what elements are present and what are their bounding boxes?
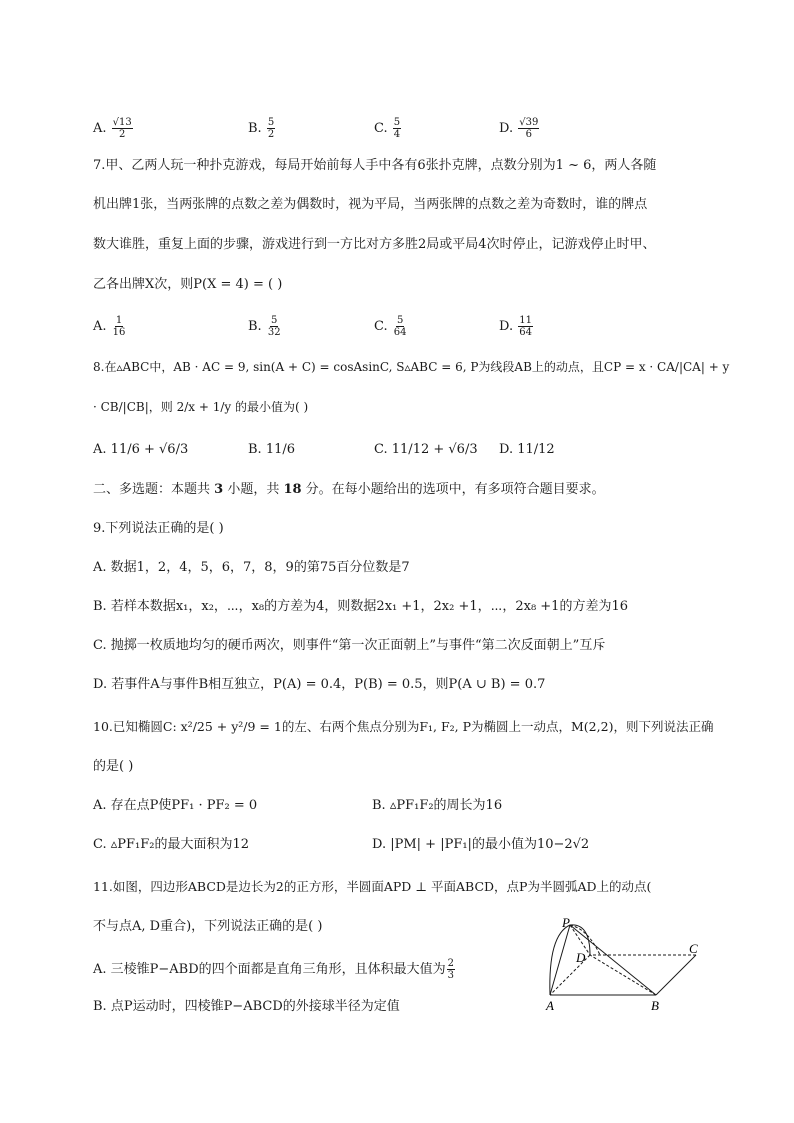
q8-option-c: C. 11/12 + √6/3	[374, 442, 478, 457]
q8-option-d: D. 11/12	[499, 442, 555, 457]
q6-option-c: C. $\frac{5}{4}$	[374, 117, 401, 140]
q9-option-d: D. 若事件A与事件B相互独立，P(A) = 0.4，P(B) = 0.5，则P(A ∪ B) = 0.7	[93, 677, 546, 692]
q7-stem-line-3: 数大谁胜，重复上面的步骤，游戏进行到一方比对方多胜2局或平局4次时停止，记游戏停止时甲、	[93, 237, 656, 252]
q10-option-d: D. |PM| + |PF₁|的最小值为10−2√2	[372, 837, 590, 852]
q9-option-b: B. 若样本数据x₁，x₂，⋯，x₈的方差为4，则数据2x₁ +1，2x₂ +1，⋯，2x₈ +1的方差为16	[93, 599, 628, 614]
q10-option-c: C. ▵PF₁F₂的最大面积为12	[93, 837, 250, 852]
label-p: P	[562, 915, 570, 930]
label-d: D	[576, 950, 586, 965]
q11-figure	[538, 915, 708, 1015]
q7-option-d: D. $\frac{11}{64}$	[499, 315, 532, 338]
q11-stem-line-1: 11.如图，四边形ABCD是边长为2的正方形，半圆面APD ⊥ 平面ABCD，点P为半圆弧AD上的动点(	[93, 879, 652, 894]
label-c: C	[689, 941, 698, 956]
q9-option-c: C. 抛掷一枚质地均匀的硬币两次，则事件“第一次正面朝上”与事件“第二次反面朝上”互斥	[93, 638, 606, 653]
q10-option-a: A. 存在点P使PF₁ · PF₂ = 0	[93, 798, 258, 813]
q8-option-b: B. 11/6	[248, 442, 296, 457]
q10-stem-line-2: 的是( )	[93, 759, 134, 774]
edge-bd	[590, 955, 656, 995]
edge-bc	[656, 955, 696, 995]
q11-stem-line-2: 不与点A, D重合)，下列说法正确的是( )	[93, 919, 323, 934]
q11-option-a: A. 三棱锥P−ABD的四个面都是直角三角形，且体积最大值为 $\frac{2}{3}$	[93, 958, 455, 981]
q8-stem-line-2: · CB/|CB|，则 2/x + 1/y 的最小值为( )	[93, 400, 309, 414]
section-2-heading: 二、多选题：本题共 3 小题，共 18 分。在每小题给出的选项中，有多项符合题目要求。	[93, 482, 605, 497]
label-a: A	[546, 998, 554, 1013]
q7-stem-line-2: 机出牌1张，当两张牌的点数之差为偶数时，视为平局，当两张牌的点数之差为奇数时，谁的牌点	[93, 197, 648, 212]
q7-stem-line-1: 7.甲、乙两人玩一种扑克游戏，每局开始前每人手中各有6张扑克牌，点数分别为1 ~ 6，两人各随	[93, 158, 657, 173]
q7-option-c: C. $\frac{5}{64}$	[374, 315, 407, 338]
q7-option-a: A. $\frac{1}{16}$	[93, 315, 126, 338]
q9-option-a: A. 数据1，2，4，5，6，7，8，9的第75百分位数是7	[93, 560, 410, 575]
q7-option-b: B. $\frac{5}{32}$	[248, 315, 281, 338]
q8-stem-line-1: 8.在▵ABC中，AB · AC = 9, sin(A + C) = cosAsinC, S▵ABC = 6, P为线段AB上的动点，且CP = x · CA/|CA| + y	[93, 360, 730, 374]
label-b: B	[651, 998, 659, 1013]
q6-option-d: D. $\frac{√39}{6}$	[499, 117, 539, 140]
q6-option-a: A. $\frac{√13}{2}$	[93, 117, 132, 140]
q11-option-b: B. 点P运动时，四棱锥P−ABCD的外接球半径为定值	[93, 999, 400, 1014]
q7-stem-line-4: 乙各出牌X次，则P(X = 4) = ( )	[93, 277, 283, 292]
q9-stem: 9.下列说法正确的是( )	[93, 521, 224, 536]
q8-option-a: A. 11/6 + √6/3	[93, 442, 189, 457]
q10-option-b: B. ▵PF₁F₂的周长为16	[372, 798, 503, 813]
q6-option-b: B. $\frac{5}{2}$	[248, 117, 275, 140]
q10-stem-line-1: 10.已知椭圆C: x²/25 + y²/9 = 1的左、右两个焦点分别为F₁, F₂, P为椭圆上一动点，M(2,2)，则下列说法正确	[93, 719, 714, 734]
